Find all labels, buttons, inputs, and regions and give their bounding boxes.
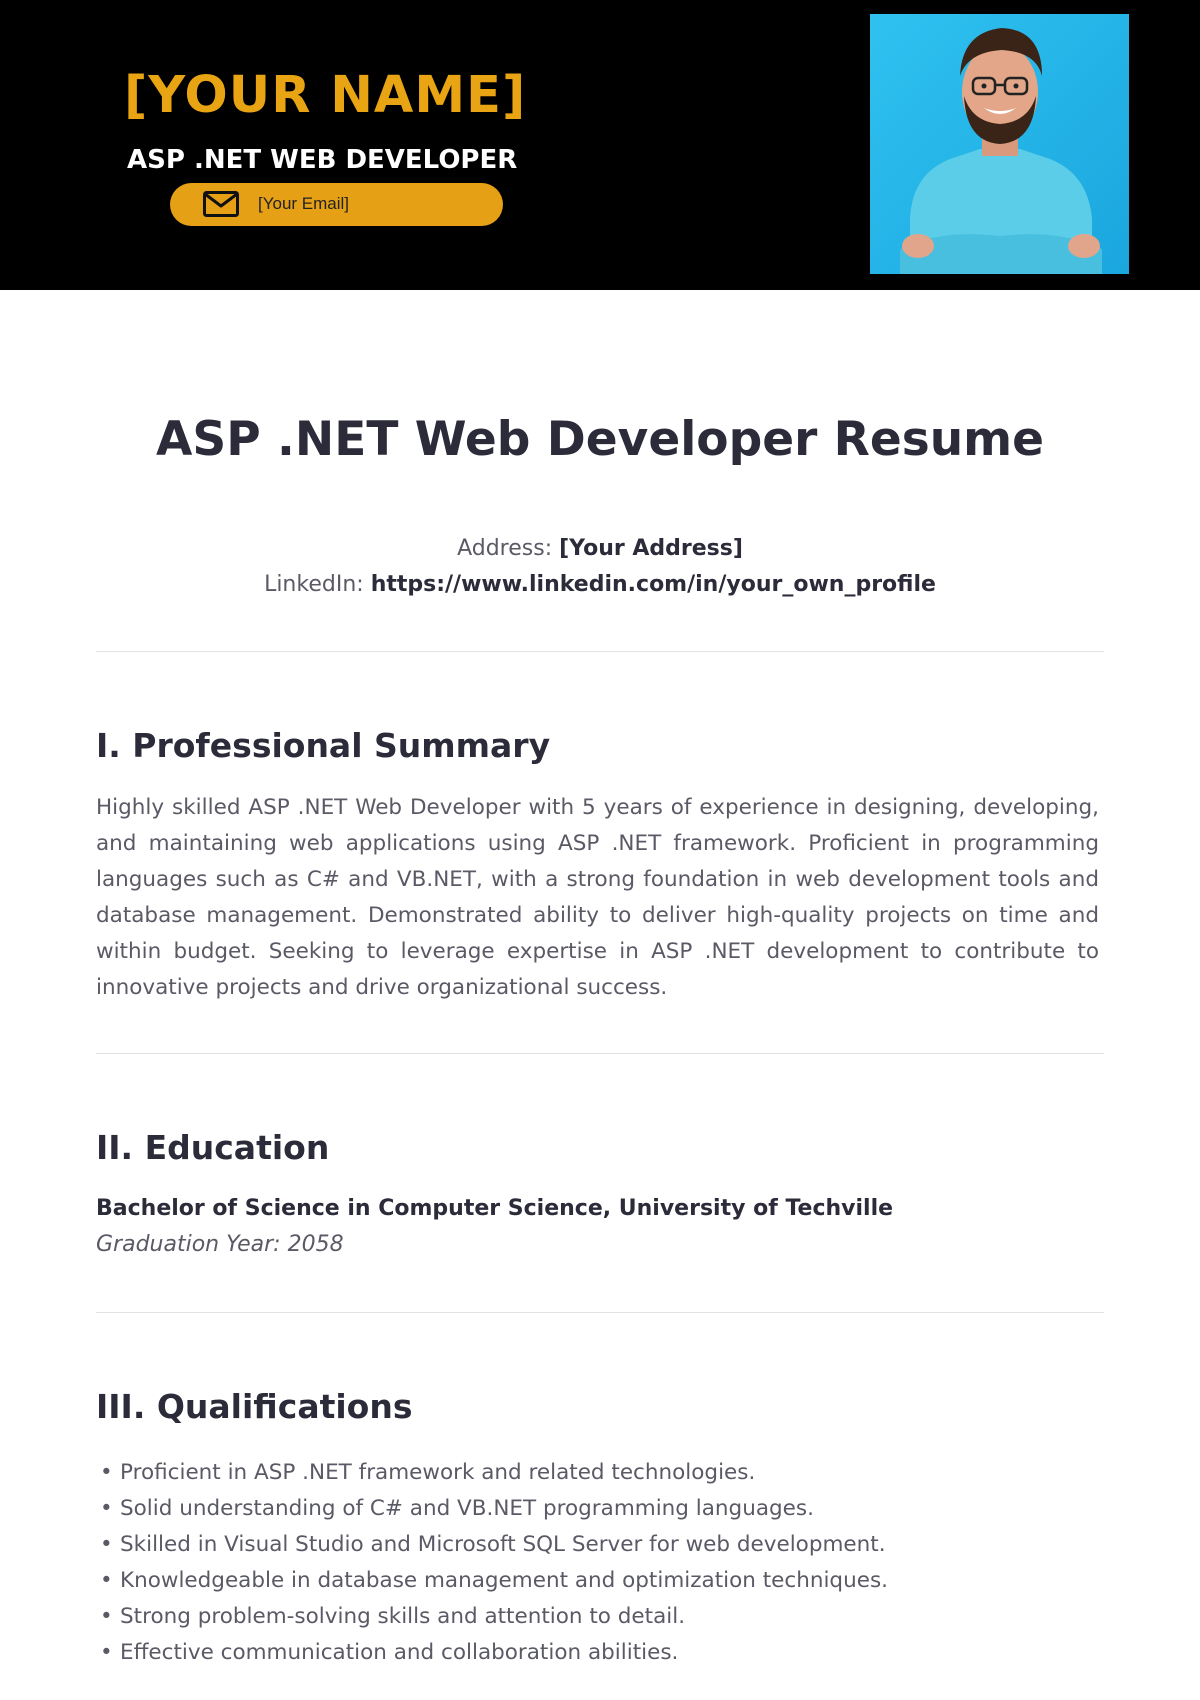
email-text: [Your Email] (258, 194, 350, 213)
list-item-text: Effective communication and collaboration abilities. (120, 1640, 679, 1665)
summary-heading: I. Professional Summary (96, 726, 551, 765)
list-item-text: Knowledgeable in database management and optimization techniques. (120, 1568, 888, 1593)
summary-text: Highly skilled ASP .NET Web Developer with 5 years of experience in designing, developing, and maintaining web applications using ASP .NET framework. Proficient in programming languages such as C# and VB.NET, with a strong foundation in web development tools and database management. Demonstrated ability to deliver high-quality projects on time and within budget. Seeking to leverage expertise in ASP .NET development to contribute to innovative projects and drive organizational success. (96, 795, 1099, 1000)
contact-address (0, 536, 1200, 561)
list-item (100, 1635, 888, 1671)
list-item (100, 1527, 888, 1563)
bullet: • (100, 1568, 113, 1593)
list-item (100, 1563, 888, 1599)
qualifications-heading: III. Qualifications (96, 1387, 413, 1426)
list-item (100, 1491, 888, 1527)
linkedin-link[interactable]: https://www.linkedin.com/in/your_own_profile (370, 572, 936, 597)
list-item-text: Proficient in ASP .NET framework and related technologies. (120, 1460, 756, 1485)
contact-linkedin (0, 572, 1200, 597)
bullet: • (100, 1640, 113, 1665)
divider (96, 1312, 1104, 1313)
list-item-text: Skilled in Visual Studio and Microsoft SQL Server for web development. (120, 1532, 886, 1557)
degree: Bachelor of Science in Computer Science, University of Techville (96, 1196, 894, 1221)
list-item (100, 1455, 888, 1491)
education-heading: II. Education (96, 1128, 330, 1167)
list-item (100, 1599, 888, 1635)
profile-photo (870, 14, 1129, 274)
bullet: • (100, 1532, 113, 1557)
candidate-name: [YOUR NAME] (124, 66, 527, 125)
envelope-icon (203, 191, 239, 217)
job-title: ASP .NET WEB DEVELOPER (127, 145, 518, 175)
list-item-text: Strong problem-solving skills and attention to detail. (120, 1604, 686, 1629)
portrait-illustration (870, 14, 1129, 274)
address-label: Address: (457, 536, 553, 561)
qualifications-list (100, 1455, 888, 1671)
bullet: • (100, 1460, 113, 1485)
list-item-text: Solid understanding of C# and VB.NET programming languages. (120, 1496, 814, 1521)
bullet: • (100, 1604, 113, 1629)
divider (96, 651, 1104, 652)
document-title: ASP .NET Web Developer Resume (155, 412, 1045, 467)
divider (96, 1053, 1104, 1054)
bullet: • (100, 1496, 113, 1521)
graduation-year: Graduation Year: 2058 (96, 1232, 344, 1257)
address-value: [Your Address] (559, 536, 743, 561)
linkedin-label: LinkedIn: (264, 572, 364, 597)
email-badge[interactable] (170, 183, 503, 226)
